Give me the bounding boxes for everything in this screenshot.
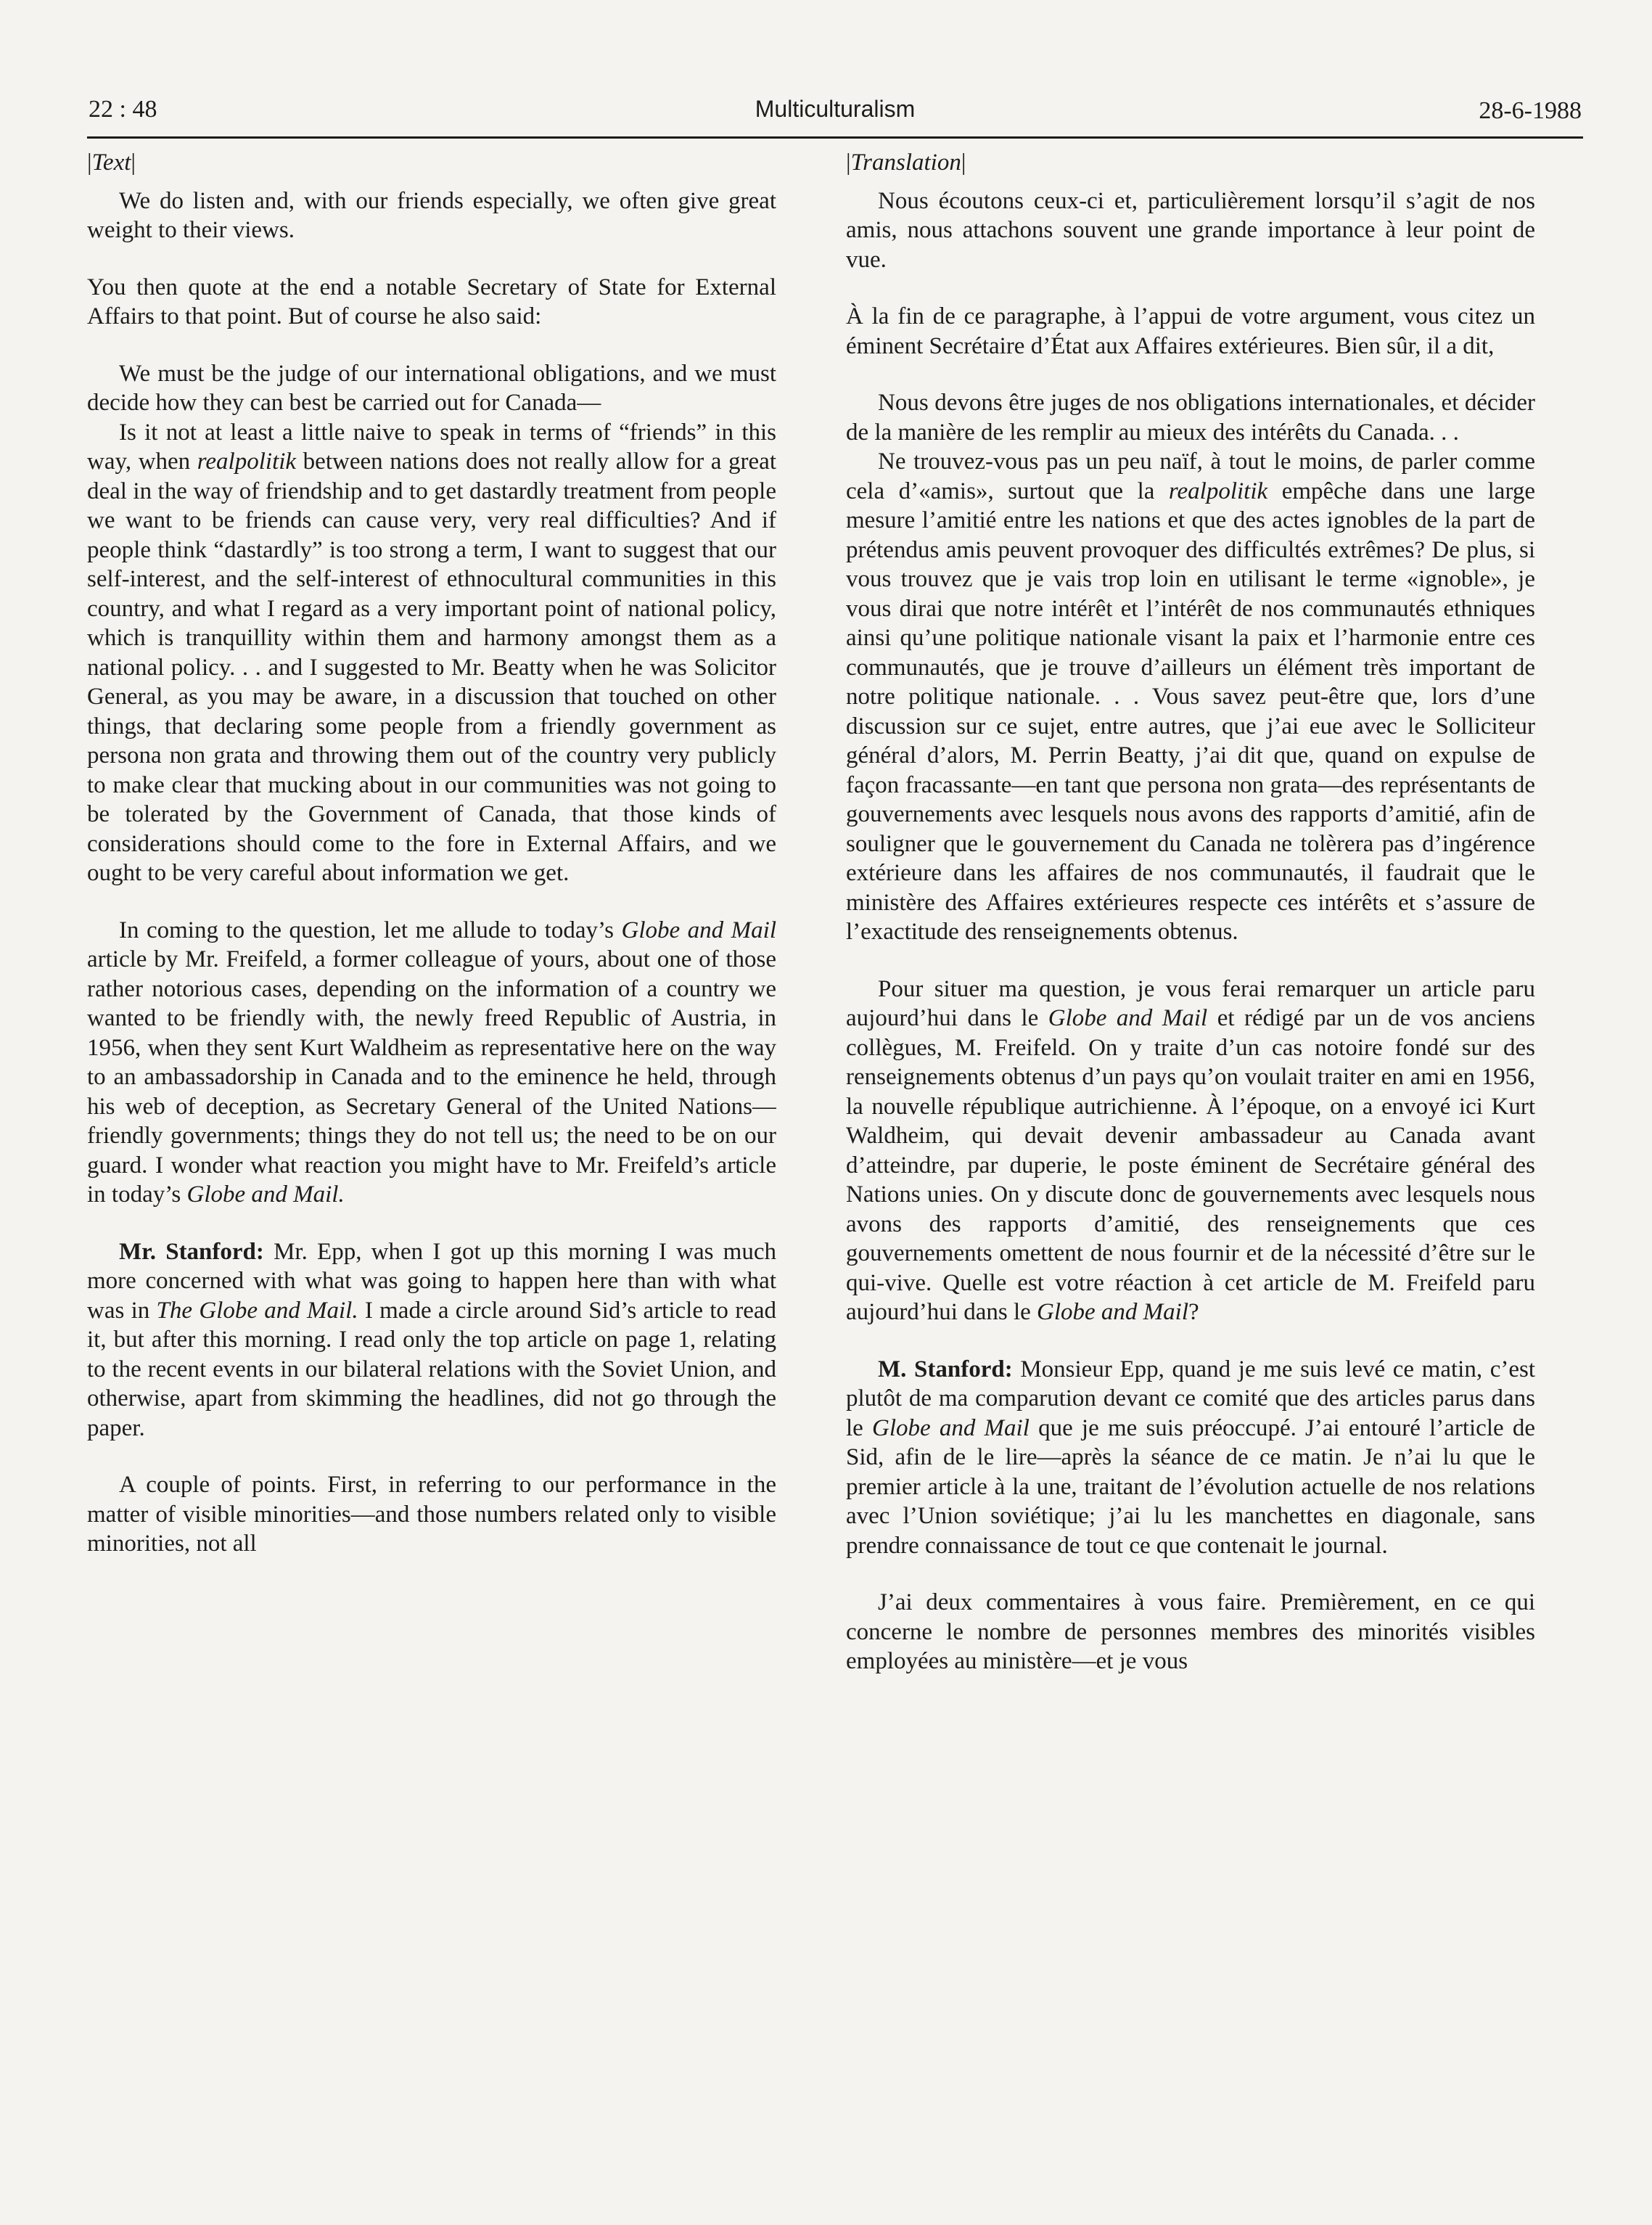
text-label: |Text| xyxy=(87,149,136,176)
paragraph: Ne trouvez-vous pas un peu naïf, à tout le moins, de parler comme cela d’«amis», surtout que la realpolitik empêche dans une large mesure l’amitié entre les nations et que des actes ignobles de la part de prétendus amis peuvent provoquer des difficultés extrêmes? De plus, si vous trouvez que je vais trop loin en utilisant le terme «ignoble», je vous dirai que notre intérêt et l’intérêt de nos communautés ethniques ainsi qu’une politique nationale visant la paix et l’harmonie entre ces communautés, que je trouve d’ailleurs un élément très important de notre politique nationale. . . Vous savez peut-être que, lors d’une discussion sur ce sujet, entre autres, que j’ai eue avec le Solliciteur général d’alors, M. Perrin Beatty, j’ai dit que, quand on expulse de façon fracassante—en tant que persona non grata—des représentants de gouvernements avec lesquels nous avons des rapports d’amitié, afin de souligner que le gouvernement du Canada ne tolèrera pas d’ingérence extérieure dans les affaires de nos communautés, il faudrait que le ministère des Affaires extérieures respecte ces intérêts et s’assure de l’exactitude des renseignements obtenus. xyxy=(846,448,1535,945)
paragraph: À la fin de ce paragraphe, à l’appui de votre argument, vous citez un éminent Secrétaire d’État aux Affaires extérieures. Bien sûr, il a dit, xyxy=(846,303,1535,359)
quotation: Nous devons être juges de nos obligations internationales, et décider de la manière de les remplir au mieux des intérêts du Canada. . . xyxy=(846,390,1535,446)
page-header xyxy=(87,93,1583,139)
translation-label: |Translation| xyxy=(846,149,966,176)
page-date: 28-6-1988 xyxy=(1479,97,1582,124)
paragraph: J’ai deux commentaires à vous faire. Premièrement, en ce qui concerne le nombre de personnes membres des minorités visibles employées au ministère—et je vous xyxy=(846,1589,1535,1674)
quotation: We must be the judge of our international obligations, and we must decide how they can best be carried out for Canada— xyxy=(87,360,776,416)
paragraph: Is it not at least a little naive to speak in terms of “friends” in this way, when realpolitik between nations does not really allow for a great deal in the way of friendship and to get dastardly treatment from people we want to be friends can cause very, very real difficulties? And if people think “dastardly” is too strong a term, I want to suggest that our self-interest, and the self-interest of ethnocultural communities in this country, and what I regard as a very important point of national policy, which is tranquillity within them and harmony amongst them as a national policy. . . and I suggested to Mr. Beatty when he was Solicitor General, as you may be aware, in a discussion that touched on other things, that declaring some people from a friendly government as persona non grata and throwing them out of the country very publicly to make clear that mucking about in our communities was not going to be tolerated by the Government of Canada, that those kinds of considerations should come to the fore in External Affairs, and we ought to be very careful about information we get. xyxy=(87,419,776,886)
speaker-name: M. Stanford: xyxy=(878,1356,1013,1382)
running-title: Multiculturalism xyxy=(755,96,916,122)
french-column xyxy=(846,148,1535,2195)
paragraph: M. Stanford: Monsieur Epp, quand je me suis levé ce matin, c’est plutôt de ma comparution devant ce comité que des articles parus dans le Globe and Mail que je me suis préoccupé. J’ai entouré l’article de Sid, afin de le lire—après la séance de ce matin. Je n’ai lu que le premier article à la une, traitant de l’évolution actuelle de nos relations avec l’Union soviétique; j’ai lu les manchettes en diagonale, sans prendre connaissance de tout ce que contenait le journal. xyxy=(846,1356,1535,1559)
paragraph: Pour situer ma question, je vous ferai remarquer un article paru aujourd’hui dans le Globe and Mail et rédigé par un de vos anciens collègues, M. Freifeld. On y traite d’un cas notoire fondé sur des renseignements obtenus d’un pays qu’on voulait traiter en ami en 1956, la nouvelle république autrichienne. À l’époque, on a envoyé ici Kurt Waldheim, qui devait devenir ambassadeur au Canada avant d’atteindre, par duperie, le poste éminent de Secrétaire général des Nations unies. On y discute donc de gouvernements avec lesquels nous avons des rapports d’amitié, des renseignements que ces gouvernements omettent de nous fournir et de la nécessité d’être sur le qui-vive. Quelle est votre réaction à cet article de M. Freifeld paru aujourd’hui dans le Globe and Mail? xyxy=(846,975,1535,1325)
speaker-name: Mr. Stanford: xyxy=(119,1238,264,1265)
paragraph: A couple of points. First, in referring to our performance in the matter of visible minorities—and those numbers related only to visible minorities, not all xyxy=(87,1472,776,1557)
paragraph: You then quote at the end a notable Secretary of State for External Affairs to that point. But of course he also said: xyxy=(87,274,776,329)
paragraph: In coming to the question, let me allude to today’s Globe and Mail article by Mr. Freifeld, a former colleague of yours, about one of those rather notorious cases, depending on the information of a country we wanted to be friendly with, the newly freed Republic of Austria, in 1956, when they sent Kurt Waldheim as representative here on the way to an ambassadorship in Canada and to the eminence he held, through his web of deception, as Secretary General of the United Nations—friendly governments; things they do not tell us; the need to be on our guard. I wonder what reaction you might have to Mr. Freifeld’s article in today’s Globe and Mail. xyxy=(87,917,776,1208)
english-column xyxy=(87,148,776,2195)
paragraph: We do listen and, with our friends especially, we often give great weight to their views. xyxy=(87,187,776,243)
page-number: 22 : 48 xyxy=(89,96,157,123)
paragraph: Nous écoutons ceux-ci et, particulièrement lorsqu’il s’agit de nos amis, nous attachons souvent une grande importance à leur point de vue. xyxy=(846,187,1535,273)
paragraph: Mr. Stanford: Mr. Epp, when I got up this morning I was much more concerned with what was going to happen here than with what was in The Globe and Mail. I made a circle around Sid’s article to read it, but after this morning. I read only the top article on page 1, relating to the recent events in our bilateral relations with the Soviet Union, and otherwise, apart from skimming the headlines, did not go through the paper. xyxy=(87,1238,776,1441)
